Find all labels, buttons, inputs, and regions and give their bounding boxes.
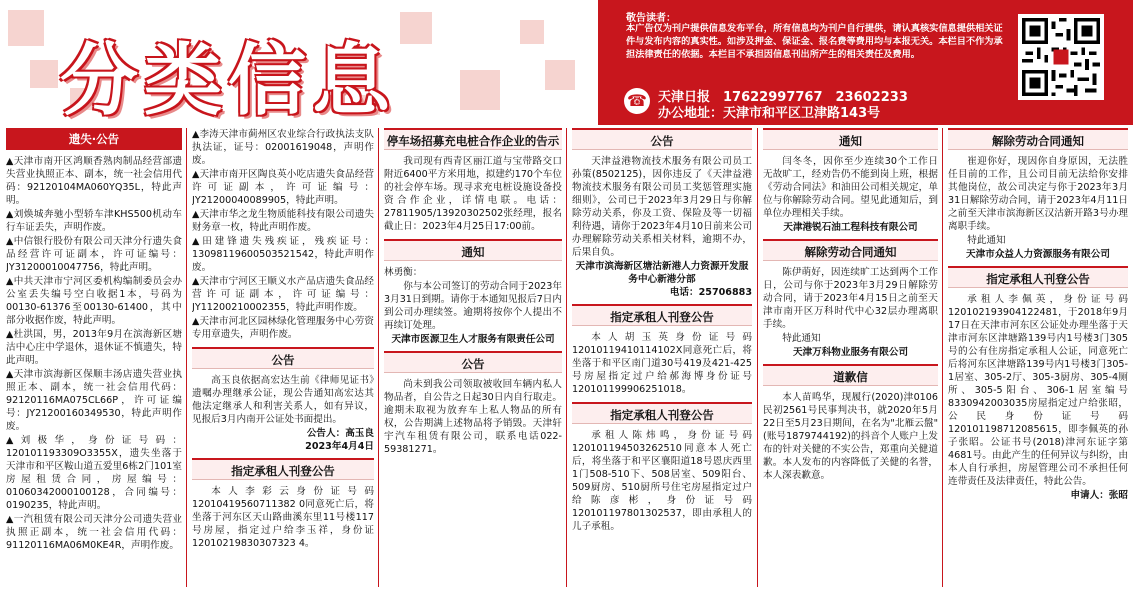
apology-text: 本人苗鸣华，现履行(2020)津0106民初2561号民事判决书，就2020年5月22日至5月23日期间，在名为"北雁云盤"(账号1879744192)的抖音个人账户上发布的针对关健的不实公告，郑重向关健道歉。本人发布的内容降低了关健的名誉，本人深表歉意。 [763, 392, 938, 481]
termination-signature: 天津市众益人力资源服务有限公司 [966, 249, 1110, 260]
list-item: ▲一汽租赁有限公司天津分公司遗失营业执照正副本，统一社会信用代码：91120116MA06M0KE4R，声明作废。 [6, 514, 182, 551]
column-divider [186, 128, 187, 587]
contact-phone: 天津日报 17622997767 23602233 [658, 90, 908, 105]
contact-address: 办公地址：天津市和平区卫津路143号 [658, 106, 881, 121]
notice-text: 闫冬冬，因你至少连续30个工作日无故旷工，经劝告仍不能到岗上班，根据《劳动合同法》和油田公司相关规定，单位与你解除劳动合同。望见此通知后，到单位办理相关手续。 [763, 156, 938, 219]
termination-signature: 天津万科物业服务有限公司 [792, 347, 909, 358]
page-title: 分类信息 [60, 36, 397, 125]
lessee-text: 本人李彩云身份证号码12010419560711382 0同意死亡后，将坐落于河东区天山路曲溪东里11号楼117号房屋，指定过户给李玉祥，身份证12010219830307323 4。 [192, 486, 374, 549]
list-item: ▲天津市滨海新区保顺丰汤店遗失营业执照正本、副本，统一社会信用代码：92120116MA075CL66P，许可证编号：JY21200160349530，特此声明作废。 [6, 369, 182, 432]
section-title-termination: 解除劳动合同通知 [948, 128, 1128, 150]
list-item: ▲田建锋遗失残疾证，残疾证号：13098119600503521542，特此声明作废。 [192, 236, 374, 273]
section-title-announcement: 公告 [192, 347, 374, 369]
list-item: ▲天津市南开区鸿顺香熟肉制品经营部遗失营业执照正本、副本，统一社会信用代码：92120104MA060YQ35L，特此声明。 [6, 156, 182, 206]
section-title-parking: 停车场招募充电桩合作企业的告示 [384, 128, 562, 150]
reader-notice [598, 0, 1133, 125]
column-divider [757, 128, 758, 587]
section-title-lessee: 指定承租人刊登公告 [572, 402, 752, 424]
section-title-lessee: 指定承租人刊登公告 [192, 458, 374, 480]
list-item: ▲天津市河北区园林绿化管理服务中心劳资专用章遗失，声明作废。 [192, 316, 374, 340]
section-title-announcement: 公告 [572, 128, 752, 150]
section-title-announcement: 公告 [384, 351, 562, 373]
column-divider [378, 128, 379, 587]
announcement-signature: 天津市滨海新区塘沽新港人力资源开发服务中心新港分部 [575, 261, 749, 285]
list-item: ▲中信银行股份有限公司天津分行遗失食品经营许可证副本，许可证编号：JY31200010047756，特此声明。 [6, 236, 182, 273]
announcement-text: 天津益港物流技术服务有限公司员工孙策(8502125)，因你违反了《天津益港物流技术服务有限公司员工奖惩管理实施细则》，公司已于2023年3月29日与你解除劳动关系，你及工资、保险及等一切福利待遇，请你于2023年4月10日前来公司办理解除劳动关系相关材料，逾期不办，后果自负。 [572, 156, 752, 258]
lessee-text: 承租人陈炜鸣，身份证号码120101194503262510同意本人死亡后，将坐落于和平区襄阳道18号恩庆西里1门508-510下、508居室、509阳台、509厨房、510厨所号住宅房屋指定过户给陈彦彬，身份证号码120101197801302537，即由承租人的儿子承租。 [572, 430, 752, 532]
section-title-lessee: 指定承租人刊登公告 [948, 266, 1128, 288]
termination-note: 特此通知 [782, 333, 821, 344]
section-title-termination: 解除劳动合同通知 [763, 239, 938, 261]
notice-text: 你与本公司签订的劳动合同于2023年3月31日到期。请你于本通知见报后7日内到公司办理续签。逾期将按你个人提出不再续订处理。 [384, 281, 562, 331]
qr-code-icon [1018, 14, 1104, 100]
column-4 [572, 128, 752, 587]
lessee-text: 本人胡玉英身份证号码12010119410114102X同意死亡后，将坐落于和平区南门道30号419及421-425号房屋指定过户给郝海博身份证号120101199906251018。 [572, 332, 752, 395]
list-item: ▲天津市南开区陶良英小吃店遗失食品经营许可证副本，许可证编号：JY21200040089905，特此声明。 [192, 169, 374, 206]
lessee-signature: 申请人：张昭 [1070, 490, 1128, 501]
column-divider [566, 128, 567, 587]
section-title-lessee: 指定承租人刊登公告 [572, 304, 752, 326]
notice-text: 本广告仅为刊户提供信息发布平台，所有信息均为刊户自行提供，请认真核实信息提供相关证件与发布内容的真实性。如涉及押金、保证金、报名费等费用均与本报无关。本栏目不作为承担法律责任的依据。本栏目不承担因信息刊出所产生的相关责任及费用。 [626, 23, 1003, 60]
parking-text: 我司现有西青区丽江道与宝带路交口附近6400平方米用地，拟建约170个车位的社会停车场。现寻求充电桩设施设备投资合作企业，详情电联。电话：27811905/13920302502张经理，报名截止日：2023年4月25日17:00前。 [384, 156, 562, 232]
lessee-text: 承租人李佩英，身份证号码120102193904122481，于2018年9月17日在天津市河东区公证处办理坐落于天津市河东区津塘路139号内1号楼3门305号的公有住房指定承租人公证，同意死亡后将河东区津塘路139号内1号楼3门305-1居室、305-2厅、305-3厨房、305-4厕所、305-5阳台、306-1居室编号8330942003035房屋指定过户给张昭，公民身份证号码120101198712085615，即李佩英的孙子张昭。公证书号(2018)津河东证字第4681号。由此产生的任何异议与纠纷，由本人自行承担，房屋管理公司不承担任何连带责任及法律责任，特此公告。 [948, 294, 1128, 487]
list-item: ▲杜洪国，男，2013年9月在滨海新区塘沽中心庄中学退休，退休证不慎遗失，特此声明。 [6, 329, 182, 366]
section-title-notice: 通知 [763, 128, 938, 150]
list-item: ▲李涛天津市蓟州区农业综合行政执法支队执法证，证号：02001619048，声明作废。 [192, 129, 374, 166]
announcement-text: 尚未到我公司领取被收回车辆内私人物品者，自公告之日起30日内自行取走。逾期未取视为放弃车上私人物品的所有权，公告期满上述物品将予销毁。天津轩宇汽车租赁有限公司，联系电话022-59381271。 [384, 379, 562, 455]
list-item: ▲天津市华之龙生物质能科技有限公司遗失财务章一枚，特此声明作废。 [192, 209, 374, 233]
list-item: ▲刘焕城奔驰小型轿车津KHS500机动车行车证丢失，声明作废。 [6, 209, 182, 233]
notice-signature: 天津市医源卫生人才服务有限责任公司 [391, 334, 555, 345]
section-title-notice: 通知 [384, 239, 562, 261]
list-item: ▲天津市宁河区王顺义水产品店遗失食品经营许可证副本，许可证编号：JY11200210002355，特此声明作废。 [192, 276, 374, 313]
column-2 [192, 128, 374, 587]
header [0, 0, 1133, 125]
notice-signature: 天津港锐石油工程科技有限公司 [783, 222, 918, 233]
column-5 [763, 128, 938, 587]
title-block [0, 0, 600, 125]
termination-note: 特此通知 [967, 235, 1006, 246]
column-lost-notices [6, 128, 182, 587]
notice-greeting: 林勇衡： [384, 267, 423, 278]
announcement-text: 高玉良依据高宏达生前《律师见证书》遗嘱办理继承公证，现公告通知高宏达其他法定继承人和利害关系人，如有异议，见报后3月内南开公证处书面提出。 [192, 375, 374, 425]
column-divider [942, 128, 943, 587]
announcement-phone: 电话：25706883 [669, 287, 752, 298]
termination-text: 陈伊萌好，因连续旷工达到两个工作日，公司与你于2023年3月29日解除劳动合同，请于2023年4月15日之前至天津市南开区万科时代中心32层办理离职手续。 [763, 267, 938, 330]
column-6 [948, 128, 1128, 587]
list-item: ▲刘极华，身份证号码：120101193309O3355X，遗失坐落于天津市和平区鞍山道五爱里6栋2门101室房屋租赁合同，房屋编号：01060342000100128，合同编号：0190235，特此声明。 [6, 435, 182, 511]
phone-icon: ☎ [624, 88, 650, 114]
announcement-date: 2023年4月4日 [305, 441, 374, 452]
announcement-signature: 公告人：高玉良 [306, 428, 374, 439]
column-3 [384, 128, 562, 587]
section-title-apology: 道歉信 [763, 364, 938, 386]
section-title-lost: 遗失·公告 [6, 128, 182, 150]
notice-heading: 敬告读者： [626, 13, 676, 24]
list-item: ▲中共天津市宁河区委机构编制委员会办公室丢失编号空白收据1本，号码为00130-61376至00130-61400，其中部分收据作废，特此声明。 [6, 276, 182, 326]
termination-text: 崔迎你好，现因你自身原因，无法胜任目前的工作，且公司目前无法给你安排其他岗位，故公司决定与你于2023年3月31日解除劳动合同，请于2023年4月11日之前至天津市滨海新区汉沽新开路3号办理离职手续。 [948, 156, 1128, 232]
